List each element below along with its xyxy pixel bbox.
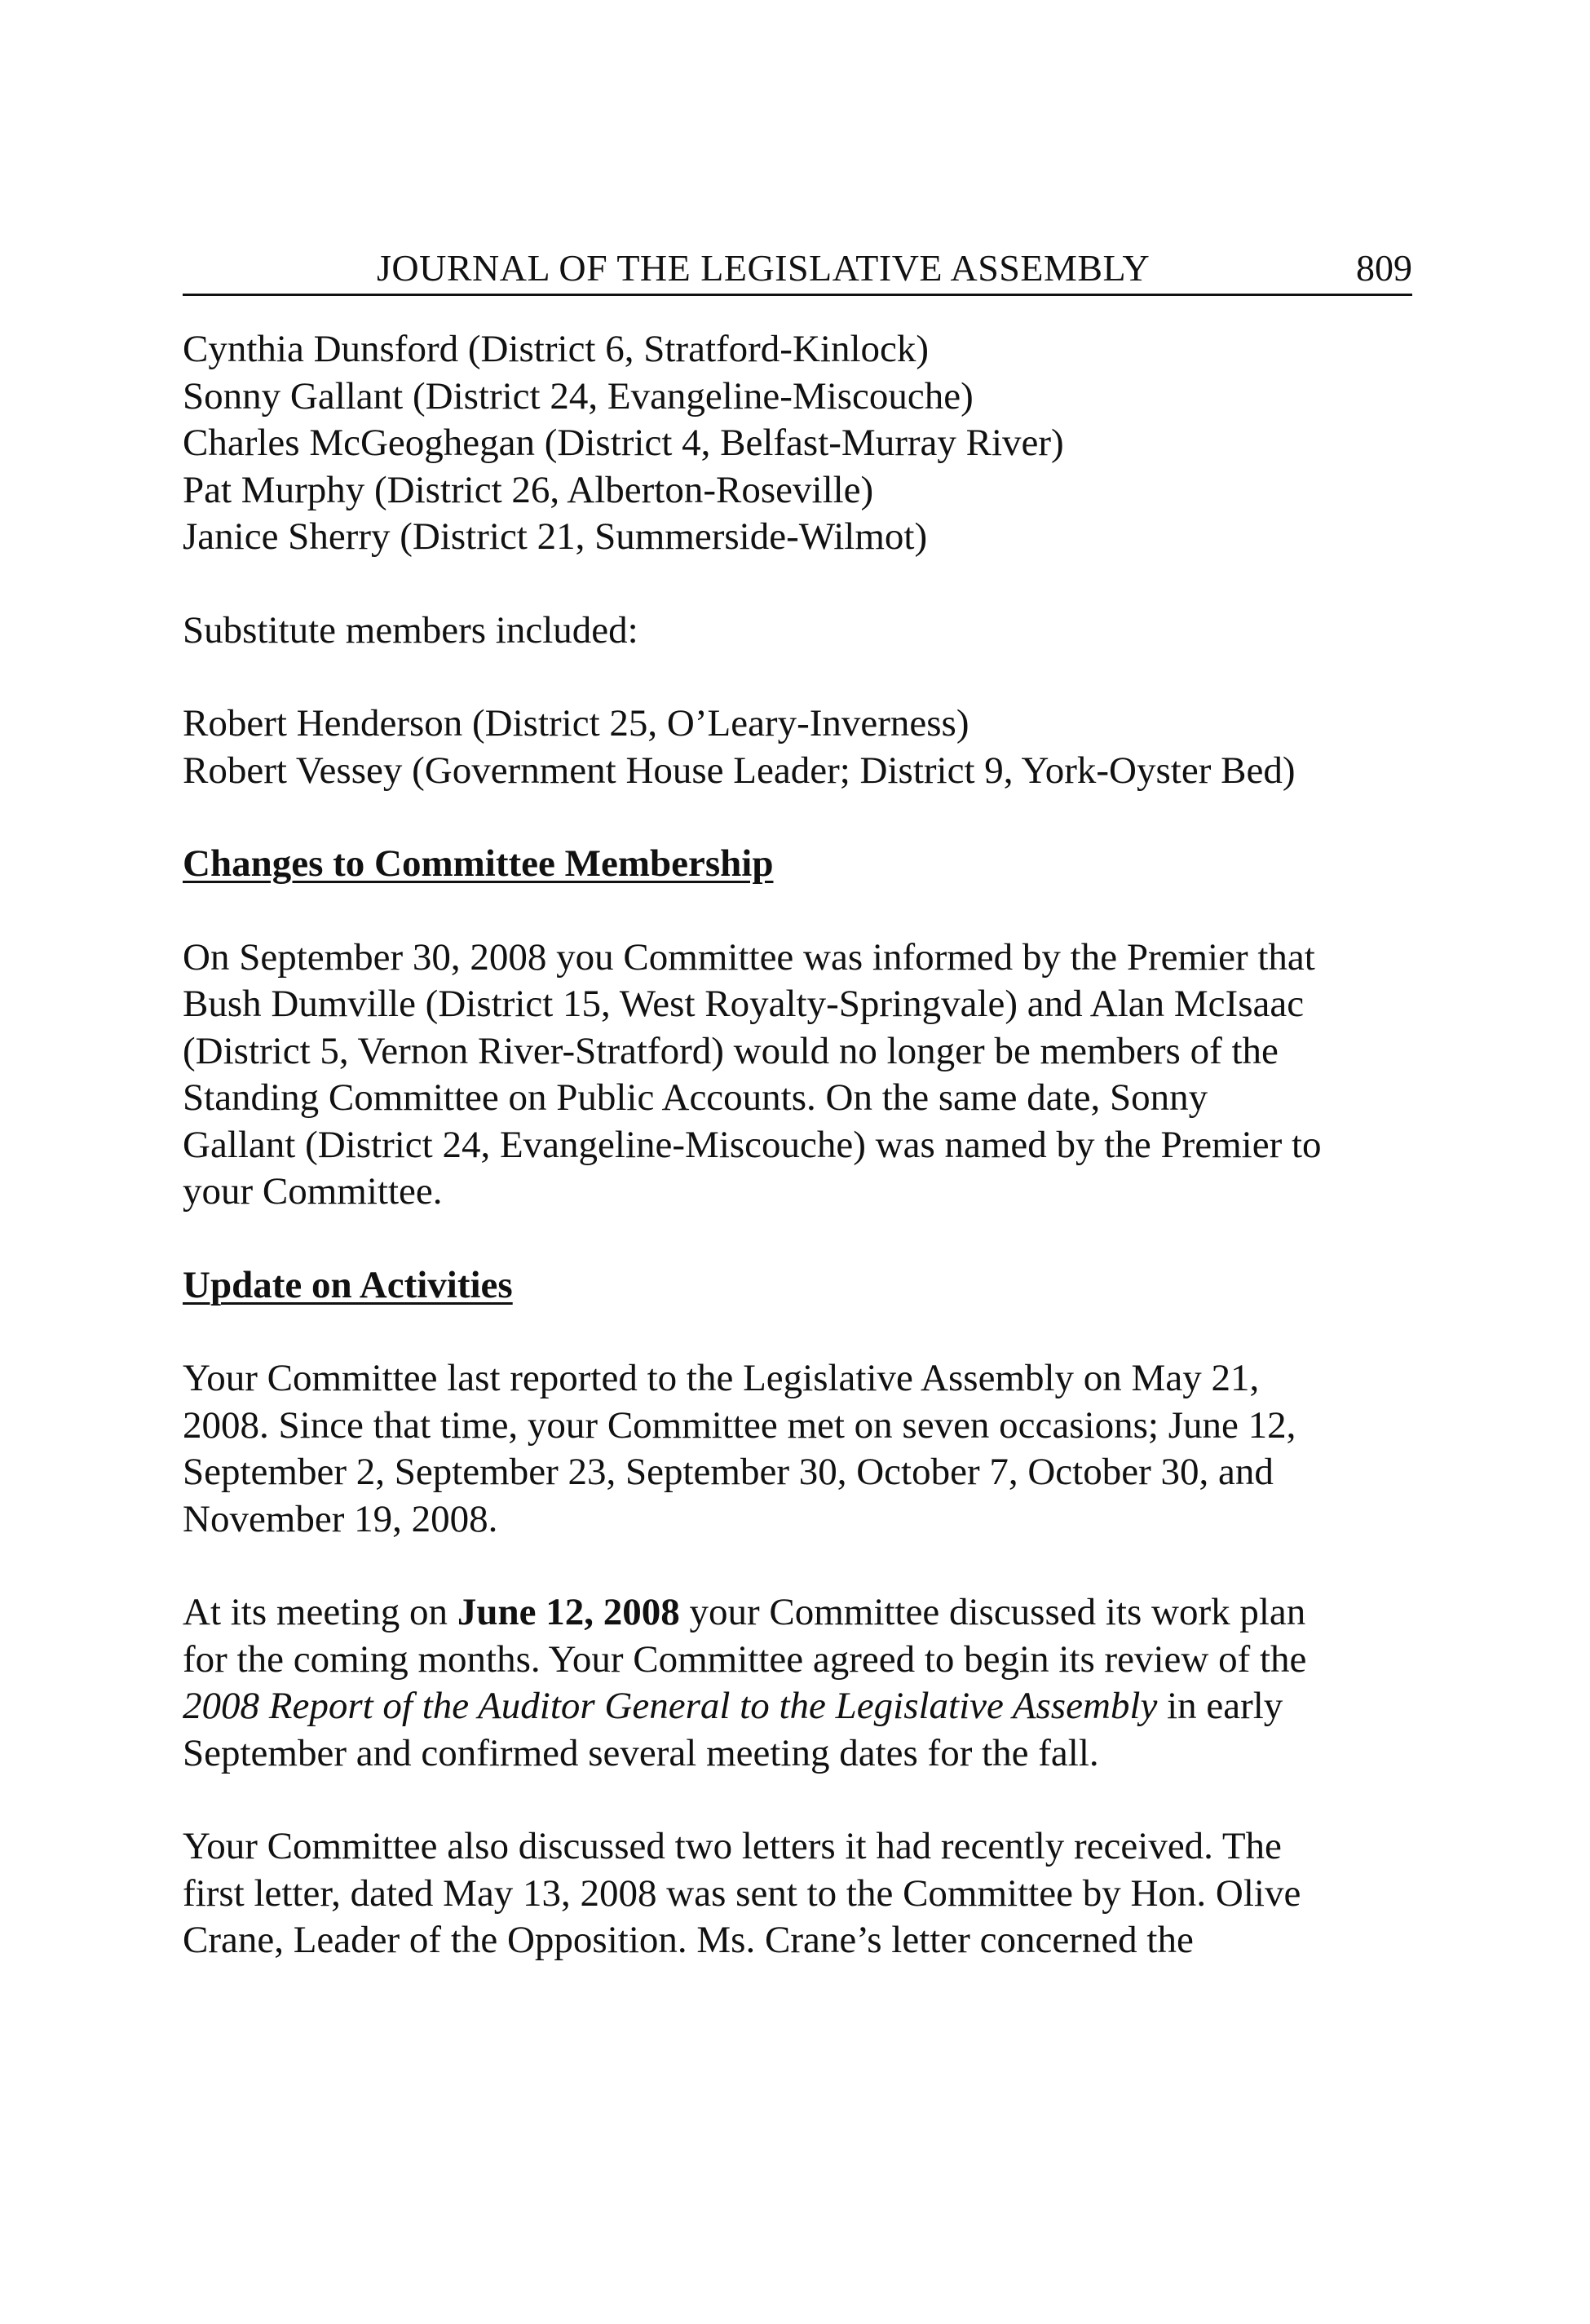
paragraph-line: November 19, 2008. <box>183 1497 498 1540</box>
paragraph-line: Bush Dumville (District 15, West Royalty-Springvale) and Alan McIsaac <box>183 983 1305 1025</box>
paragraph-text: At its meeting on <box>183 1591 457 1633</box>
journal-body <box>183 326 1412 1964</box>
section-heading-changes: Changes to Committee Membership <box>183 842 774 885</box>
paragraph-text: your Committee discussed its work plan <box>679 1591 1306 1633</box>
substitute-intro: Substitute members included: <box>183 608 638 652</box>
paragraph-line: for the coming months. Your Committee agreed to begin its review of the <box>183 1637 1307 1681</box>
paragraph-line: your Committee. <box>183 1170 443 1213</box>
update-paragraph-1 <box>183 1355 1412 1543</box>
paragraph-line: Gallant (District 24, Evangeline-Miscouche) was named by the Premier to <box>183 1123 1322 1166</box>
member-line: Pat Murphy (District 26, Alberton-Roseville) <box>183 468 874 511</box>
member-line: Sonny Gallant (District 24, Evangeline-Miscouche) <box>183 374 974 418</box>
member-line: Cynthia Dunsford (District 6, Stratford-Kinlock) <box>183 328 930 370</box>
page-number: 809 <box>1356 247 1412 289</box>
changes-paragraph <box>183 934 1412 1216</box>
section-heading-update: Update on Activities <box>183 1263 513 1306</box>
paragraph-line: On September 30, 2008 you Committee was informed by the Premier that <box>183 935 1315 979</box>
member-line: Janice Sherry (District 21, Summerside-Wilmot) <box>183 515 928 558</box>
update-paragraph-2 <box>183 1589 1412 1777</box>
paragraph-line: Standing Committee on Public Accounts. On the same date, Sonny <box>183 1076 1208 1119</box>
journal-title: JOURNAL OF THE LEGISLATIVE ASSEMBLY <box>377 247 1151 289</box>
paragraph-line: September and confirmed several meeting dates for the fall. <box>183 1731 1099 1774</box>
paragraph-line: 2008. Since that time, your Committee met on seven occasions; June 12, <box>183 1403 1296 1447</box>
running-header <box>183 245 1412 296</box>
paragraph-line: (District 5, Vernon River-Stratford) would no longer be members of the <box>183 1029 1279 1072</box>
paragraph-line <box>183 1683 1412 1730</box>
substitute-line: Robert Henderson (District 25, O’Leary-Inverness) <box>183 702 969 744</box>
substitute-line: Robert Vessey (Government House Leader; District 9, York-Oyster Bed) <box>183 749 1296 792</box>
substitute-list <box>183 700 1412 794</box>
paragraph-line: first letter, dated May 13, 2008 was sent to the Committee by Hon. Olive <box>183 1871 1301 1915</box>
paragraph-line: Your Committee last reported to the Legislative Assembly on May 21, <box>183 1357 1260 1399</box>
paragraph-line: Crane, Leader of the Opposition. Ms. Crane’s letter concerned the <box>183 1919 1194 1961</box>
report-title-italic: 2008 Report of the Auditor General to the Legislative Assembly <box>183 1685 1158 1727</box>
member-line: Charles McGeoghegan (District 4, Belfast-Murray River) <box>183 422 1064 464</box>
paragraph-line <box>183 1589 1412 1637</box>
meeting-date-bold: June 12, 2008 <box>457 1591 680 1633</box>
paragraph-line: Your Committee also discussed two letters it had recently received. The <box>183 1825 1282 1867</box>
journal-page <box>183 245 1412 1964</box>
paragraph-line: September 2, September 23, September 30, October 7, October 30, and <box>183 1451 1274 1493</box>
update-paragraph-3 <box>183 1823 1412 1964</box>
paragraph-text: in early <box>1157 1685 1283 1727</box>
member-list <box>183 326 1412 561</box>
